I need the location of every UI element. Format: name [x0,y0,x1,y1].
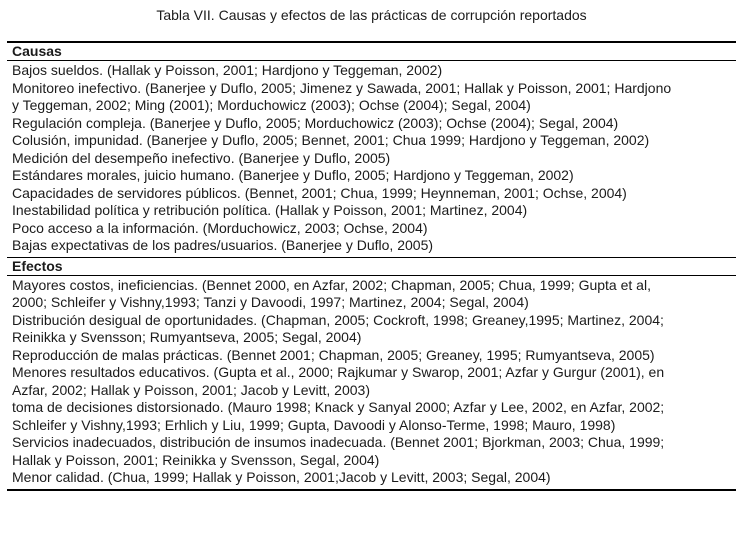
section-rows [7,276,736,489]
table-row: Estándares morales, juicio humano. (Banerjee y Duflo, 2005; Hardjono y Teggeman, 2002) [12,167,574,183]
table-row: toma de decisiones distorsionado. (Mauro 1998; Knack y Sanyal 2000; Azfar y Lee, 2002, en Azfar, 2002; Schleifer y Vishny,1993; Erhlich y Liu, 1999; Gupta, Davoodi y Alonso-Terme, 1998; Mauro, 1998) [12,399,665,433]
table-row: Reproducción de malas prácticas. (Bennet 2001; Chapman, 2005; Greaney, 1995; Rumyantseva, 2005) [12,346,655,363]
table-row: Colusión, impunidad. (Banerjee y Duflo, 2005; Bennet, 2001; Chua 1999; Hardjono y Teggeman, 2002) [12,132,650,148]
table-row: Menor calidad. (Chua, 1999; Hallak y Poisson, 2001;Jacob y Levitt, 2003; Segal, 2004) [12,469,551,485]
table-row: Bajas expectativas de los padres/usuarios. (Banerjee y Duflo, 2005) [12,237,434,253]
section-header: Causas [7,43,736,61]
table-section [7,257,736,489]
table-row: Poco acceso a la información. (Morduchowicz, 2003; Ochse, 2004) [12,219,428,236]
table-section [7,43,736,257]
table-row: Servicios inadecuados, distribución de insumos inadecuada. (Bennet 2001; Bjorkman, 2003; Chua, 1999; Hallak y Poisson, 2001; Reinikka y Svensson, Segal, 2004) [12,434,665,468]
table-row: Medición del desempeño inefectivo. (Banerjee y Duflo, 2005) [12,149,391,166]
section-rows [7,61,736,257]
table-row: Bajos sueldos. (Hallak y Poisson, 2001; Hardjono y Teggeman, 2002) [12,62,443,78]
table-row: Monitoreo inefectivo. (Banerjee y Duflo, 2005; Jimenez y Sawada, 2001; Hallak y Poisson, 2001; Hardjono y Teggeman, 2002; Ming (2001); Morduchowicz (2003); Ochse (2004); Segal, 2004) [12,79,672,113]
table-row: Distribución desigual de oportunidades. (Chapman, 2005; Cockroft, 1998; Greaney,1995; Martinez, 2004; Reinikka y Svensson; Rumyantseva, 2005; Segal, 2004) [12,311,664,345]
page-title: Tabla VII. Causas y efectos de las prácticas de corrupción reportados [156,7,587,23]
table-row: Regulación compleja. (Banerjee y Duflo, 2005; Morduchowicz (2003); Ochse (2004); Segal, 2004) [12,114,619,131]
section-header: Efectos [7,257,736,276]
table-row: Capacidades de servidores públicos. (Bennet, 2001; Chua, 1999; Heynneman, 2001; Ochse, 2004) [12,184,627,201]
table-row: Mayores costos, ineficiencias. (Bennet 2000, en Azfar, 2002; Chapman, 2005; Chua, 1999; Gupta et al, 2000; Schleifer y Vishny,1993; Tanzi y Davoodi, 1997; Martinez, 2004; Segal, 2004) [12,276,651,310]
table-row: Menores resultados educativos. (Gupta et al., 2000; Rajkumar y Swarop, 2001; Azfar y Gurgur (2001), en Azfar, 2002; Hallak y Poisson, 2001; Jacob y Levitt, 2003) [12,364,665,398]
table-row: Inestabilidad política y retribución política. (Hallak y Poisson, 2001; Martinez, 2004) [12,202,528,218]
causes-effects-table [7,41,736,491]
